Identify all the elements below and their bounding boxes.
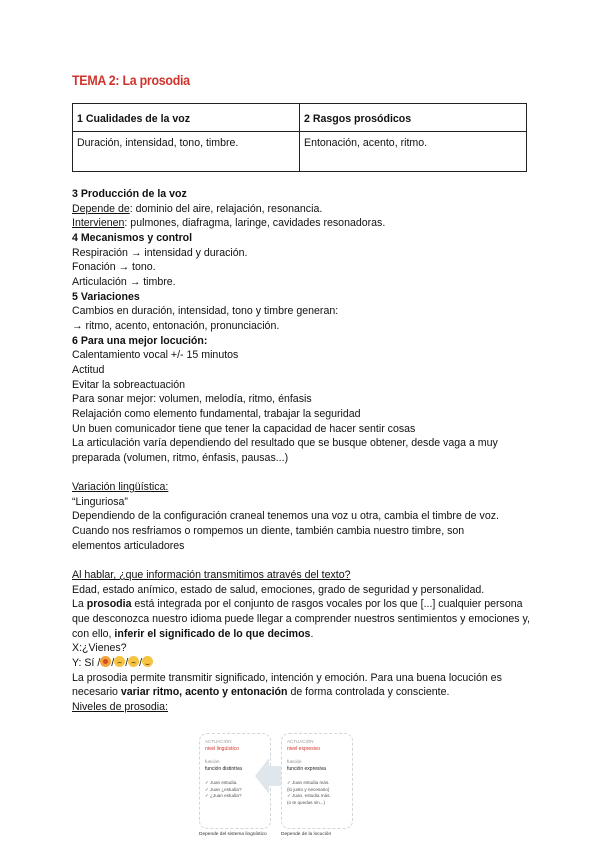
- text-line: [72, 202, 532, 217]
- inline-text: /: [125, 656, 129, 669]
- voice-qualities-table: [72, 103, 527, 172]
- text-line: Edad, estado anímico, estado de salud, emociones, grado de seguridad y personalidad.: [72, 583, 485, 596]
- table-cell: Duración, intensidad, tono, timbre.: [73, 132, 300, 172]
- example-line: (o te quedas sin...): [287, 799, 326, 805]
- table-header-cell: 1 Cualidades de la voz: [73, 104, 300, 132]
- section-heading: 5 Variaciones: [72, 290, 140, 303]
- panel-examples: [287, 780, 347, 806]
- inline-text: : pulmones, diafragma, laringe, cavidades resonadoras.: [124, 217, 386, 230]
- section-heading: Variación lingüística:: [72, 481, 169, 494]
- text-line: Cambios en duración, intensidad, tono y timbre generan:: [72, 305, 339, 318]
- angry-face-icon: [100, 656, 111, 667]
- text-line: Cuando nos resfriamos o rompemos un diente, también cambia nuestro timbre, son: [72, 525, 465, 538]
- inline-label: Intervienen: [72, 217, 125, 230]
- example-line: ✓ Juan, estudia más.: [287, 793, 331, 798]
- section-heading: 3 Producción de la voz: [72, 188, 187, 200]
- panel-footer: Depende del sistema lingüístico: [199, 832, 267, 837]
- example-line: ✓ ¿Juan estudia?: [205, 793, 242, 798]
- example-line: ✓ Juan estudia.: [205, 780, 238, 785]
- sad-face-icon: [114, 656, 125, 667]
- inline-text: está integrada por el conjunto de rasgos vocales por los que [...] cualquier persona que desconozca nuestro idioma puede llegar a comprender nuestros sentimientos y emociones y, con ello,: [72, 598, 530, 640]
- text-line: Fonación → tono.: [72, 261, 156, 274]
- panel-function: función expresiva: [287, 765, 326, 772]
- text-line: Dependiendo de la configuración craneal tenemos una voz u otra, cambia el timbre de voz.: [72, 510, 499, 523]
- panel-level: nivel expresivo: [287, 745, 321, 752]
- worried-face-icon: [128, 656, 139, 667]
- text-line: Respiración → intensidad y duración.: [72, 246, 248, 259]
- text-line: [72, 685, 532, 700]
- text-line: preparada (volumen, ritmo, énfasis, pausas...): [72, 451, 289, 464]
- inline-bold: variar ritmo, acento y entonación: [120, 686, 288, 699]
- text-line: Un buen comunicador tiene que tener la capacidad de hacer sentir cosas: [72, 422, 416, 435]
- text-line: elementos articuladores: [72, 539, 185, 552]
- panel-kicker: ACTUACIÓN: [205, 739, 232, 744]
- inline-text: La: [72, 598, 87, 611]
- spacer: [72, 465, 532, 480]
- example-line: ✓ Juan ¿estudia?: [205, 786, 242, 792]
- text-line: Calentamiento vocal +/- 15 minutos: [72, 349, 239, 362]
- panel-footer: Depende de la locución: [281, 832, 332, 837]
- expressive-level-panel: [281, 733, 353, 829]
- dialogue-line-y: [72, 656, 532, 671]
- smiling-face-icon: [142, 656, 153, 667]
- text-line: Para sonar mejor: volumen, melodía, ritmo, énfasis: [72, 393, 312, 406]
- section-heading: 6 Para una mejor locución:: [72, 334, 208, 347]
- text-line: → ritmo, acento, entonación, pronunciación.: [72, 319, 280, 332]
- prosody-levels-diagram: [195, 728, 360, 843]
- inline-text: .: [310, 627, 314, 640]
- table-header-cell: 2 Rasgos prosódicos: [300, 104, 527, 132]
- page-title: TEMA 2: La prosodia: [72, 73, 190, 88]
- inline-label: Depende de: [72, 202, 130, 215]
- text-line: “Linguriosa”: [72, 495, 128, 508]
- text-line: Relajación como elemento fundamental, trabajar la seguridad: [72, 407, 361, 420]
- text-line: La articulación varía dependiendo del resultado que se busque obtener, desde vaga a muy: [72, 437, 498, 450]
- table-row: [73, 132, 527, 172]
- table-header-row: [73, 104, 527, 132]
- panel-label: función: [287, 759, 302, 764]
- inline-text: : dominio del aire, relajación, resonancia.: [129, 202, 323, 215]
- dialogue-line-x: X:¿Vienes?: [72, 642, 127, 655]
- inline-bold: prosodia: [86, 598, 132, 611]
- table-cell: Entonación, acento, ritmo.: [300, 132, 527, 172]
- prosody-paragraph: [72, 597, 532, 641]
- text-line: [72, 216, 532, 231]
- inline-text: de forma controlada y consciente.: [287, 686, 450, 699]
- text-line: La prosodia permite transmitir significado, intención y emoción. Para una buena locución es: [72, 671, 502, 684]
- section-heading: Niveles de prosodia:: [72, 700, 168, 713]
- section-heading: 4 Mecanismos y control: [72, 231, 193, 244]
- text-line: Articulación → timbre.: [72, 275, 176, 288]
- inline-text: /: [111, 656, 115, 669]
- inline-text: necesario: [72, 686, 121, 699]
- example-line: (lo justo y necesario): [287, 786, 330, 792]
- section-heading: Al hablar, ¿que información transmitimos através del texto?: [72, 569, 351, 582]
- text-line: Evitar la sobreactuación: [72, 378, 186, 391]
- example-line: ✓ Juan estudia más.: [287, 780, 330, 785]
- panel-function: función distintiva: [205, 765, 242, 772]
- spacer: [72, 553, 532, 568]
- panel-level: nivel lingüístico: [205, 745, 239, 752]
- notes-body: [72, 187, 532, 715]
- inline-text: /: [139, 656, 143, 669]
- inline-text: Y: Sí /: [72, 656, 101, 669]
- panel-kicker: ACTUACIÓN: [287, 739, 314, 744]
- panel-label: función: [205, 759, 220, 764]
- text-line: Actitud: [72, 363, 105, 376]
- inline-bold: inferir el significado de lo que decimos: [114, 627, 311, 640]
